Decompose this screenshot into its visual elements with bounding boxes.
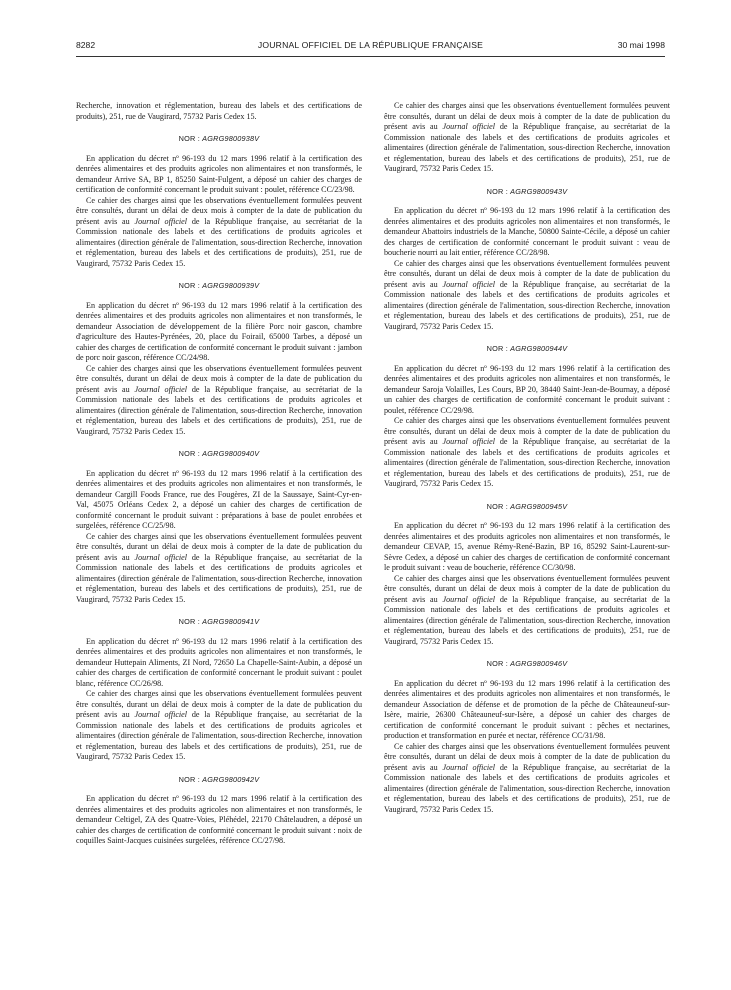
nor-label: NOR : [178, 617, 203, 626]
notice-consultation-paragraph: Ce cahier des charges ainsi que les observations éventuellement formulées peuvent être consultés, durant un délai de deux mois à compter de la date de publication du présent avis au Journal officiel de la République française, au secrétariat de la Commission nationale des labels et des certifications de produits agricoles et alimentaires (direction générale de l'alimentation, sous-direction Recherche, innovation et réglementation, bureau des labels et des certifications de produits), 251, rue de Vaugirard, 75732 Paris Cedex 15. [384, 258, 670, 331]
nor-heading [76, 449, 362, 460]
notice-application-paragraph: En application du décret nº 96-193 du 12 mars 1996 relatif à la certification des denrées alimentaires et des produits agricoles non alimentaires et non transformés, le demandeur Association de défense et de promotion de la pêche de Châteauneuf-sur-Isère, mairie, 26300 Châteauneuf-sur-Isère, a déposé un cahier des charges de certification de conformité concernant le produit suivant : pêches et nectarines, production et transformation en purée et nectar, référence CC/31/98. [384, 678, 670, 740]
notice-consultation-paragraph: Ce cahier des charges ainsi que les observations éventuellement formulées peuvent être consultés, durant un délai de deux mois à compter de la date de publication du présent avis au Journal officiel de la République française, au secrétariat de la Commission nationale des labels et des certifications de produits agricoles et alimentaires (direction générale de l'alimentation, sous-direction Recherche, innovation et réglementation, bureau des labels et des certifications de produits), 251, rue de Vaugirard, 75732 Paris Cedex 15. [384, 741, 670, 814]
page-number: 8282 [76, 40, 96, 50]
nor-heading [76, 775, 362, 786]
notice-application-paragraph: En application du décret nº 96-193 du 12 mars 1996 relatif à la certification des denrées alimentaires et des produits agricoles non alimentaires et non transformés, le demandeur Arrive SA, BP 1, 85250 Saint-Fulgent, a déposé un cahier des charges de certification de conformité concernant le produit suivant : poulet, référence CC/23/98. [76, 153, 362, 194]
nor-heading [384, 659, 670, 670]
nor-reference: AGRG9800939V [202, 281, 260, 290]
notice-consultation-paragraph: Ce cahier des charges ainsi que les observations éventuellement formulées peuvent être consultés, durant un délai de deux mois à compter de la date de publication du présent avis au Journal officiel de la République française, au secrétariat de la Commission nationale des labels et des certifications de produits agricoles et alimentaires (direction générale de l'alimentation, sous-direction Recherche, innovation et réglementation, bureau des labels et des certifications de produits), 251, rue de Vaugirard, 75732 Paris Cedex 15. [76, 363, 362, 436]
nor-label: NOR : [178, 449, 203, 458]
notice-application-paragraph: En application du décret nº 96-193 du 12 mars 1996 relatif à la certification des denrées alimentaires et des produits agricoles non alimentaires et non transformés, le demandeur Saroja Volailles, Les Cours, BP 20, 38440 Saint-Jean-de-Bournay, a déposé un cahier des charges de certification de conformité concernant le produit suivant : poulet, référence CC/29/98. [384, 363, 670, 415]
nor-label: NOR : [178, 281, 203, 290]
nor-reference: AGRG9800946V [510, 659, 568, 668]
notice-application-paragraph: En application du décret nº 96-193 du 12 mars 1996 relatif à la certification des denrées alimentaires et des produits agricoles non alimentaires et non transformés, le demandeur Cargill Foods France, rue des Fougères, ZI de la Saussaye, Saint-Cyr-en-Val, 45075 Orléans Cedex 2, a déposé un cahier des charges de certification de conformité concernant le produit suivant : préparations à base de poulet enrobées et surgelées, référence CC/25/98. [76, 468, 362, 530]
nor-reference: AGRG9800943V [510, 186, 568, 196]
nor-reference: AGRG9800938V [202, 134, 260, 143]
nor-heading [384, 502, 670, 513]
nor-reference: AGRG9800945V [510, 501, 568, 511]
notice-application-paragraph: En application du décret nº 96-193 du 12 mars 1996 relatif à la certification des denrées alimentaires et des produits agricoles non alimentaires et non transformés, le demandeur Abattoirs industriels de la Manche, 50800 Sainte-Cécile, a déposé un cahier des charges de certification de conformité concernant le produit suivant : veau de boucherie nourri au lait entier, référence CC/28/98. [384, 206, 670, 257]
nor-heading [76, 281, 362, 292]
notice-consultation-paragraph: Ce cahier des charges ainsi que les observations éventuellement formulées peuvent être consultés, durant un délai de deux mois à compter de la date de publication du présent avis au Journal officiel de la République française, au secrétariat de la Commission nationale des labels et des certifications de produits agricoles et alimentaires (direction générale de l'alimentation, sous-direction Recherche, innovation et réglementation, bureau des labels et des certifications de produits), 251, rue de Vaugirard, 75732 Paris Cedex 15. [384, 573, 670, 646]
nor-label: NOR : [486, 501, 511, 511]
nor-label: NOR : [486, 186, 511, 196]
nor-heading [384, 344, 670, 355]
notice-consultation-paragraph: Ce cahier des charges ainsi que les observations éventuellement formulées peuvent être consultés, durant un délai de deux mois à compter de la date de publication du présent avis au Journal officiel de la République française, au secrétariat de la Commission nationale des labels et des certifications de produits agricoles et alimentaires (direction générale de l'alimentation, sous-direction Recherche, innovation et réglementation, bureau des labels et des certifications de produits), 251, rue de Vaugirard, 75732 Paris Cedex 15. [76, 531, 362, 604]
journal-title: JOURNAL OFFICIEL DE LA RÉPUBLIQUE FRANÇAISE [257, 40, 484, 50]
right-column [384, 101, 670, 815]
nor-label: NOR : [486, 659, 511, 668]
left-column [76, 101, 362, 847]
nor-label: NOR : [178, 774, 203, 784]
notice-application-paragraph: En application du décret nº 96-193 du 12 mars 1996 relatif à la certification des denrées alimentaires et des produits agricoles non alimentaires et non transformés, le demandeur Celtigel, ZA des Quatre-Voies, Pléhédel, 22170 Châtelaudren, a déposé un cahier des charges de certification de conformité concernant le produit suivant : noix de coquilles Saint-Jacques cuisinées surgelées, référence CC/27/98. [76, 794, 362, 845]
right-intro: Ce cahier des charges ainsi que les observations éventuellement formulées peuvent être consultés, durant un délai de deux mois à compter de la date de publication du présent avis au Journal officiel de la République française, au secrétariat de la Commission nationale des labels et des certifications de produits agricoles et alimentaires (direction générale de l'alimentation, sous-direction Recherche, innovation et réglementation, bureau des labels et des certifications de produits), 251, rue de Vaugirard, 75732 Paris Cedex 15. [384, 101, 670, 173]
nor-heading [76, 617, 362, 628]
page-header [76, 40, 665, 54]
nor-reference: AGRG9800940V [202, 449, 260, 458]
nor-label: NOR : [178, 134, 203, 143]
notice-consultation-paragraph: Ce cahier des charges ainsi que les observations éventuellement formulées peuvent être consultés, durant un délai de deux mois à compter de la date de publication du présent avis au Journal officiel de la République française, au secrétariat de la Commission nationale des labels et des certifications de produits agricoles et alimentaires (direction générale de l'alimentation, sous-direction Recherche, innovation et réglementation, bureau des labels et des certifications de produits), 251, rue de Vaugirard, 75732 Paris Cedex 15. [76, 689, 362, 761]
header-rule [76, 56, 665, 57]
nor-reference: AGRG9800944V [510, 344, 568, 353]
nor-heading [76, 134, 362, 145]
nor-reference: AGRG9800941V [202, 617, 260, 626]
publication-date: 30 mai 1998 [617, 40, 665, 50]
notice-consultation-paragraph: Ce cahier des charges ainsi que les observations éventuellement formulées peuvent être consultés, durant un délai de deux mois à compter de la date de publication du présent avis au Journal officiel de la République française, au secrétariat de la Commission nationale des labels et des certifications de produits agricoles et alimentaires (direction générale de l'alimentation, sous-direction Recherche, innovation et réglementation, bureau des labels et des certifications de produits), 251, rue de Vaugirard, 75732 Paris Cedex 15. [384, 416, 670, 488]
notice-application-paragraph: En application du décret nº 96-193 du 12 mars 1996 relatif à la certification des denrées alimentaires et des produits agricoles non alimentaires et non transformés, le demandeur CEVAP, 15, avenue Rémy-René-Bazin, BP 16, 85292 Saint-Laurent-sur-Sèvre Cedex, a déposé un cahier des charges de certification de conformité concernant le produit suivant : veau de boucherie, référence CC/30/98. [384, 521, 670, 572]
notice-application-paragraph: En application du décret nº 96-193 du 12 mars 1996 relatif à la certification des denrées alimentaires et des produits agricoles non alimentaires et non transformés, le demandeur Association de développement de la filière Porc noir gascon, chambre d'agriculture des Hautes-Pyrénées, 20, place du Foirail, 65000 Tarbes, a déposé un cahier des charges de certification de conformité concernant le produit suivant : jambon de porc noir gascon, référence CC/24/98. [76, 300, 362, 362]
notice-application-paragraph: En application du décret nº 96-193 du 12 mars 1996 relatif à la certification des denrées alimentaires et des produits agricoles non alimentaires et non transformés, le demandeur Huttepain Aliments, ZI Nord, 72650 La Chapelle-Saint-Aubin, a déposé un cahier des charges de certification de conformité concernant le produit suivant : poulet blanc, référence CC/26/98. [76, 636, 362, 688]
nor-reference: AGRG9800942V [202, 774, 260, 784]
left-intro: Recherche, innovation et réglementation, bureau des labels et des certifications de produits), 251, rue de Vaugirard, 75732 Paris Cedex 15. [76, 101, 362, 121]
nor-heading [384, 187, 670, 198]
notice-consultation-paragraph: Ce cahier des charges ainsi que les observations éventuellement formulées peuvent être consultés, durant un délai de deux mois à compter de la date de publication du présent avis au Journal officiel de la République française, au secrétariat de la Commission nationale des labels et des certifications de produits agricoles et alimentaires (direction générale de l'alimentation, sous-direction Recherche, innovation et réglementation, bureau des labels et des certifications de produits), 251, rue de Vaugirard, 75732 Paris Cedex 15. [76, 195, 362, 268]
nor-label: NOR : [486, 344, 511, 353]
